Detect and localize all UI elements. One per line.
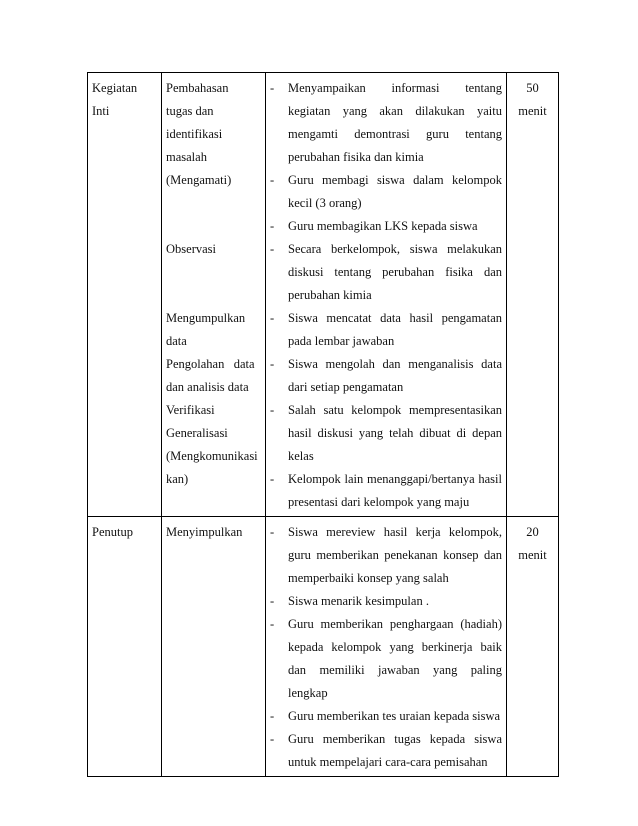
stage-label: Observasi	[166, 242, 216, 256]
activity-list	[270, 521, 502, 774]
list-item: - Salah satu kelompok mempresentasikan hasil diskusi yang telah dibuat di depan kelas	[270, 399, 502, 468]
list-item: - Kelompok lain menanggapi/bertanya hasil presentasi dari kelompok yang maju	[270, 468, 502, 514]
list-item: - Secara berkelompok, siswa melakukan diskusi tentang perubahan fisika dan perubahan kimia	[270, 238, 502, 307]
phase-label: Inti	[92, 104, 110, 118]
list-item: - Guru membagi siswa dalam kelompok kecil (3 orang)	[270, 169, 502, 215]
table-row-penutup	[88, 517, 559, 777]
stage-label: identifikasi	[166, 127, 223, 141]
stage-label: Generalisasi	[166, 426, 228, 440]
stage-cell	[162, 73, 266, 517]
stage-label: Mengumpulkan	[166, 311, 246, 325]
activities-cell	[266, 73, 507, 517]
stage-label: data	[166, 334, 187, 348]
stage-label: tugas dan	[166, 104, 214, 118]
stage-label: Pembahasan	[166, 81, 229, 95]
list-item: - Guru memberikan tugas kepada siswa untuk mempelajari cara-cara pemisahan	[270, 728, 502, 774]
list-item: - Guru membagikan LKS kepada siswa	[270, 215, 502, 238]
stage-label: Menyimpulkan	[166, 525, 243, 539]
stage-label: (Mengamati)	[166, 173, 232, 187]
stage-label: kan)	[166, 472, 189, 486]
list-item: - Guru memberikan penghargaan (hadiah) kepada kelompok yang berkinerja baik dan memiliki jawaban yang paling lengkap	[270, 613, 502, 705]
time-cell	[507, 73, 559, 517]
duration-value: 50	[526, 81, 539, 95]
lesson-plan-table	[87, 72, 559, 777]
phase-label: Penutup	[92, 525, 133, 539]
time-cell	[507, 517, 559, 777]
duration-unit: menit	[518, 104, 547, 118]
list-item: - Siswa mencatat data hasil pengamatan pada lembar jawaban	[270, 307, 502, 353]
stage-label: dan analisis data	[166, 380, 249, 394]
duration-unit: menit	[518, 548, 547, 562]
table-row-kegiatan-inti	[88, 73, 559, 517]
list-item: - Siswa mengolah dan menganalisis data dari setiap pengamatan	[270, 353, 502, 399]
activities-cell	[266, 517, 507, 777]
stage-label: Pengolahan data	[166, 357, 255, 371]
list-item: - Siswa menarik kesimpulan .	[270, 590, 502, 613]
phase-cell	[88, 73, 162, 517]
stage-label: masalah	[166, 150, 207, 164]
duration-value: 20	[526, 525, 539, 539]
list-item: - Guru memberikan tes uraian kepada siswa	[270, 705, 502, 728]
list-item: - Menyampaikan informasi tentang kegiatan yang akan dilakukan yaitu mengamti demontrasi guru tentang perubahan fisika dan kimia	[270, 77, 502, 169]
phase-cell	[88, 517, 162, 777]
stage-label: (Mengkomunikasi	[166, 449, 258, 463]
stage-label: Verifikasi	[166, 403, 215, 417]
stage-cell	[162, 517, 266, 777]
list-item: - Siswa mereview hasil kerja kelompok, guru memberikan penekanan konsep dan memperbaiki konsep yang salah	[270, 521, 502, 590]
activity-list	[270, 77, 502, 514]
phase-label: Kegiatan	[92, 81, 138, 95]
